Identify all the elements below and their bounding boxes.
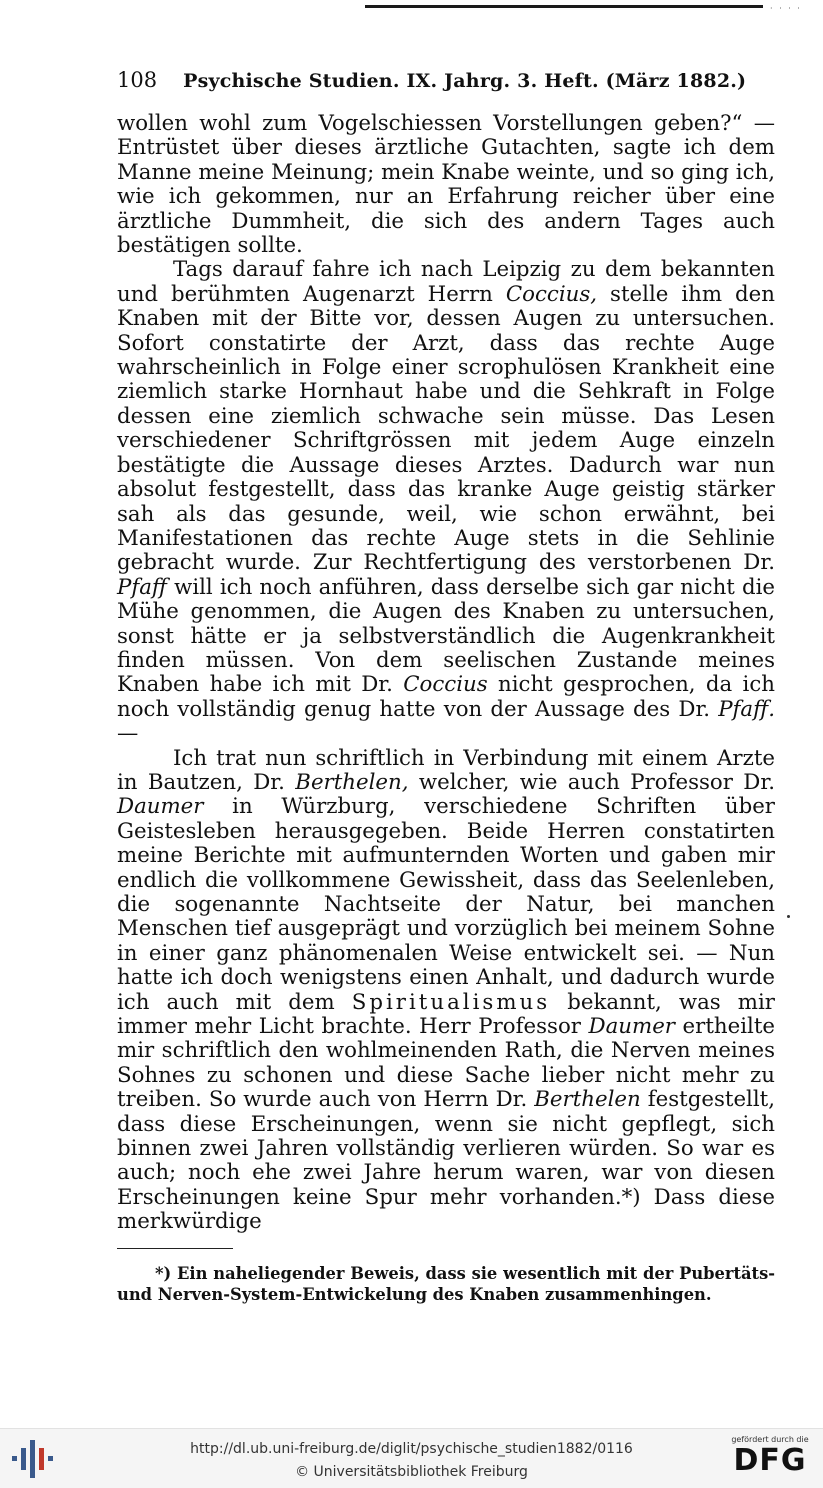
- person-name-coccius: Coccius: [403, 672, 488, 698]
- person-name-pfaff: Pfaff.: [718, 696, 775, 722]
- footnote-rule: [117, 1248, 233, 1249]
- person-name-coccius: Coccius,: [505, 281, 598, 307]
- running-title: Psychische Studien. IX. Jahrg. 3. Heft. (März 1882.): [183, 70, 747, 92]
- book-page: [117, 68, 775, 1305]
- person-name-berthelen: Berthelen: [534, 1087, 641, 1113]
- dfg-wordmark: DFG: [733, 1443, 807, 1478]
- paragraph-2: [117, 258, 775, 746]
- paragraph-3: [117, 747, 775, 1235]
- text-run: in Würzburg, verschiedene Schriften über Geistesleben herausgegeben. Beide Herren constatirten meine Berichte mit aufmunternden Worten und gaben mir endlich die vollkommene Gewissheit, dass das Seelenleben, die sogenannte Nachtseite der Natur, bei manchen Menschen tief ausgeprägt und vorzüglich bei meinem Sohne in einer ganz phänomenalen Weise entwickelt sei. — Nun hatte ich doch wenigstens einen Anhalt, und dadurch wurde ich auch mit dem: [117, 794, 775, 1015]
- copyright-notice: © Universitätsbibliothek Freiburg: [295, 1464, 528, 1480]
- viewer-footer: [0, 1428, 823, 1488]
- top-scan-dots: · · · ·: [770, 4, 802, 13]
- footnote: *) Ein naheliegender Beweis, dass sie wesentlich mit der Pubertäts- und Nerven-System-Entwickelung des Knaben zusammenhingen.: [117, 1263, 775, 1304]
- text-run: ertheilte mir schriftlich den wohlmeinenden Rath, die Nerven meines Sohnes zu schonen und diese Sache lieber nicht mehr zu treiben. So wurde auch von Herrn Dr.: [117, 1014, 775, 1113]
- body-text: [117, 112, 775, 1235]
- dfg-tagline: gefördert durch die: [731, 1435, 809, 1444]
- text-run: —: [117, 721, 139, 747]
- text-run: wollen wohl zum Vogelschiessen Vorstellungen geben?“ — Entrüstet über dieses ärztliche Gutachten, sagte ich dem Manne meine Meinung; mein Knabe weinte, und so ging ich, wie ich gekommen, nur an Erfahrung reicher über eine ärztliche Dummheit, die sich des andern Tages auch bestätigen sollte.: [117, 111, 775, 259]
- page-number: 108: [117, 68, 158, 92]
- text-run: nicht gesprochen, da ich noch vollständig genug hatte von der Aussage des Dr.: [117, 672, 775, 722]
- margin-dot: [787, 915, 790, 918]
- top-scan-line: [365, 5, 763, 8]
- spaced-term-spiritualismus: Spiritualismus: [351, 989, 551, 1015]
- text-run: stelle ihm den Knaben mit der Bitte vor, dessen Augen zu untersuchen. Sofort constatirte der Arzt, dass das rechte Auge wahrscheinlich in Folge einer scrophulösen Krankheit eine ziemlich starke Hornhaut habe und die Sehkraft in Folge dessen eine ziemlich schwache sein müsse. Das Lesen verschiedener Schriftgrössen mit jedem Auge einzeln bestätigte die Aussage dieses Arztes. Dadurch war nun absolut festgestellt, dass das kranke Auge geistig stärker sah als das gesunde, weil, wie schon erwähnt, bei Manifestationen das rechte Auge stets in die Sehlinie gebracht wurde. Zur Rechtfertigung des verstorbenen Dr.: [117, 281, 775, 576]
- paragraph-1: [117, 112, 775, 258]
- running-header: [117, 68, 775, 92]
- person-name-pfaff: Pfaff: [117, 574, 167, 600]
- text-run: Tags darauf fahre ich nach Leipzig zu dem bekannten und berühmten Augenarzt Herrn: [117, 257, 775, 307]
- permalink-url[interactable]: http://dl.ub.uni-freiburg.de/diglit/psychische_studien1882/0116: [190, 1441, 633, 1457]
- dfg-logo[interactable]: [725, 1435, 815, 1478]
- text-run: will ich noch anführen, dass derselbe sich gar nicht die Mühe genommen, die Augen des Knaben zu untersuchen, sonst hätte er ja selbstverständlich die Augenkrankheit finden müssen. Von dem seelischen Zustande meines Knaben habe ich mit Dr.: [117, 574, 775, 698]
- text-run: festgestellt, dass diese Erscheinungen, wenn sie nicht gepflegt, sich binnen zwei Jahren vollständig verlieren würden. So war es auch; noch ehe zwei Jahre herum waren, war von diesen Erscheinungen keine Spur mehr vorhanden.*) Dass diese merkwürdige: [117, 1087, 775, 1235]
- text-run: Ich trat nun schriftlich in Verbindung mit einem Arzte in Bautzen, Dr.: [117, 745, 775, 795]
- person-name-berthelen: Berthelen,: [295, 769, 409, 795]
- person-name-daumer: Daumer: [588, 1014, 675, 1040]
- person-name-daumer: Daumer: [117, 794, 204, 820]
- text-run: welcher, wie auch Professor Dr.: [408, 769, 775, 795]
- text-run: bekannt, was mir immer mehr Licht brachte. Herr Professor: [117, 989, 775, 1040]
